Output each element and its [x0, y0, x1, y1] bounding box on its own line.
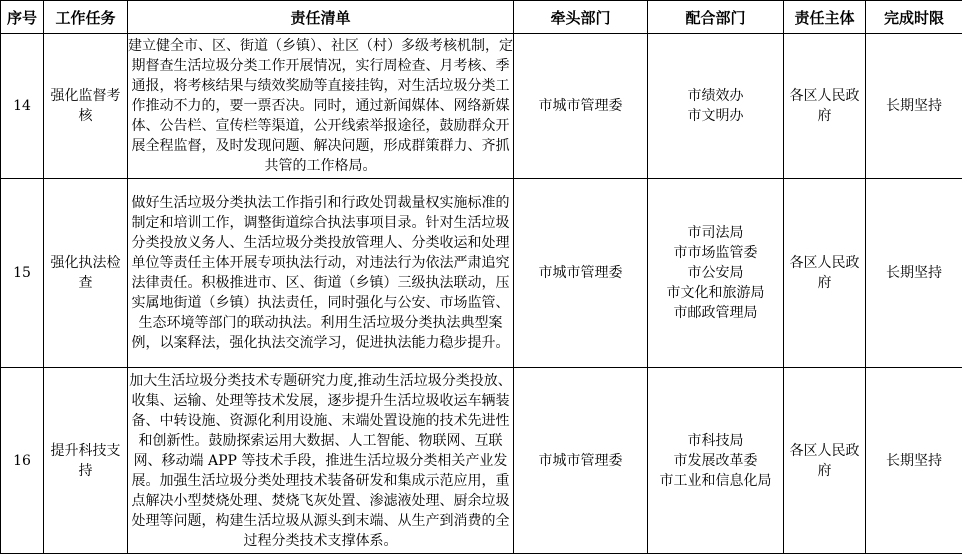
row-deadline: 长期坚持	[866, 34, 962, 179]
row-coop-departments	[648, 34, 784, 179]
row-detail: 加大生活垃圾分类技术专题研究力度,推动生活垃圾分类投放、收集、运输、处理等技术发展，逐步提升生活垃圾收运车辆装备、中转设施、资源化利用设施、末端处置设施的技术先进性和创新性。鼓励探索运用大数据、人工智能、物联网、互联网、移动端 APP 等技术手段，推进生活垃圾分类相关产业发展。加强生活垃圾分类处理技术装备研发和集成示范应用，重点解决小型焚烧处理、焚烧飞灰处置、渗滤液处理、厨余垃圾处理等问题，构建生活垃圾从源头到末端、从生产到消费的全过程分类技术支撑体系。	[128, 368, 514, 554]
header-responsible-subject: 责任主体	[784, 1, 866, 34]
row-task: 强化执法检查	[44, 179, 128, 368]
coop-department: 市市场监管委	[648, 243, 783, 263]
header-task: 工作任务	[44, 1, 128, 34]
row-detail: 做好生活垃圾分类执法工作指引和行政处罚裁量权实施标准的制定和培训工作，调整街道综合执法事项目录。针对生活垃圾分类投放义务人、生活垃圾分类投放管理人、分类收运和处理单位等责任主体开展专项执法行动，对违法行为依法严肃追究法律责任。积极推进市、区、街道（乡镇）三级执法联动，压实属地街道（乡镇）执法责任，同时强化与公安、市场监管、生态环境等部门的联动执法。利用生活垃圾分类执法典型案例，以案释法，强化执法交流学习，促进执法能力稳步提升。	[128, 179, 514, 368]
header-detail: 责任清单	[128, 1, 514, 34]
row-deadline: 长期坚持	[866, 368, 962, 554]
row-deadline: 长期坚持	[866, 179, 962, 368]
table-row	[1, 34, 962, 179]
coop-department: 市公安局	[648, 263, 783, 283]
row-coop-departments	[648, 179, 784, 368]
row-detail: 建立健全市、区、街道（乡镇）、社区（村）多级考核机制，定期督查生活垃圾分类工作开展情况，实行周检查、月考核、季通报，将考核结果与绩效奖励等直接挂钩，对生活垃圾分类工作推动不力的，要一票否决。同时，通过新闻媒体、网络新媒体、公告栏、宣传栏等渠道，公开线索举报途径，鼓励群众开展全程监督，及时发现问题、解决问题，形成群策群力、齐抓共管的工作格局。	[128, 34, 514, 179]
coop-department: 市文化和旅游局	[648, 283, 783, 303]
row-task: 提升科技支持	[44, 368, 128, 554]
row-lead-department: 市城市管理委	[514, 368, 648, 554]
row-responsible-subject: 各区人民政府	[784, 34, 866, 179]
row-seq: 15	[1, 179, 44, 368]
coop-department: 市司法局	[648, 223, 783, 243]
coop-department: 市绩效办	[648, 86, 783, 106]
header-row	[1, 1, 962, 34]
header-coop-department: 配合部门	[648, 1, 784, 34]
row-coop-departments	[648, 368, 784, 554]
coop-department: 市工业和信息化局	[648, 471, 783, 491]
coop-department: 市科技局	[648, 431, 783, 451]
coop-department: 市发展改革委	[648, 451, 783, 471]
row-lead-department: 市城市管理委	[514, 179, 648, 368]
row-responsible-subject: 各区人民政府	[784, 179, 866, 368]
row-responsible-subject: 各区人民政府	[784, 368, 866, 554]
row-seq: 14	[1, 34, 44, 179]
coop-department: 市文明办	[648, 106, 783, 126]
coop-department: 市邮政管理局	[648, 303, 783, 323]
row-lead-department: 市城市管理委	[514, 34, 648, 179]
header-deadline: 完成时限	[866, 1, 962, 34]
header-lead-department: 牵头部门	[514, 1, 648, 34]
row-seq: 16	[1, 368, 44, 554]
table-row	[1, 368, 962, 554]
row-task: 强化监督考核	[44, 34, 128, 179]
table-row	[1, 179, 962, 368]
header-seq: 序号	[1, 1, 44, 34]
